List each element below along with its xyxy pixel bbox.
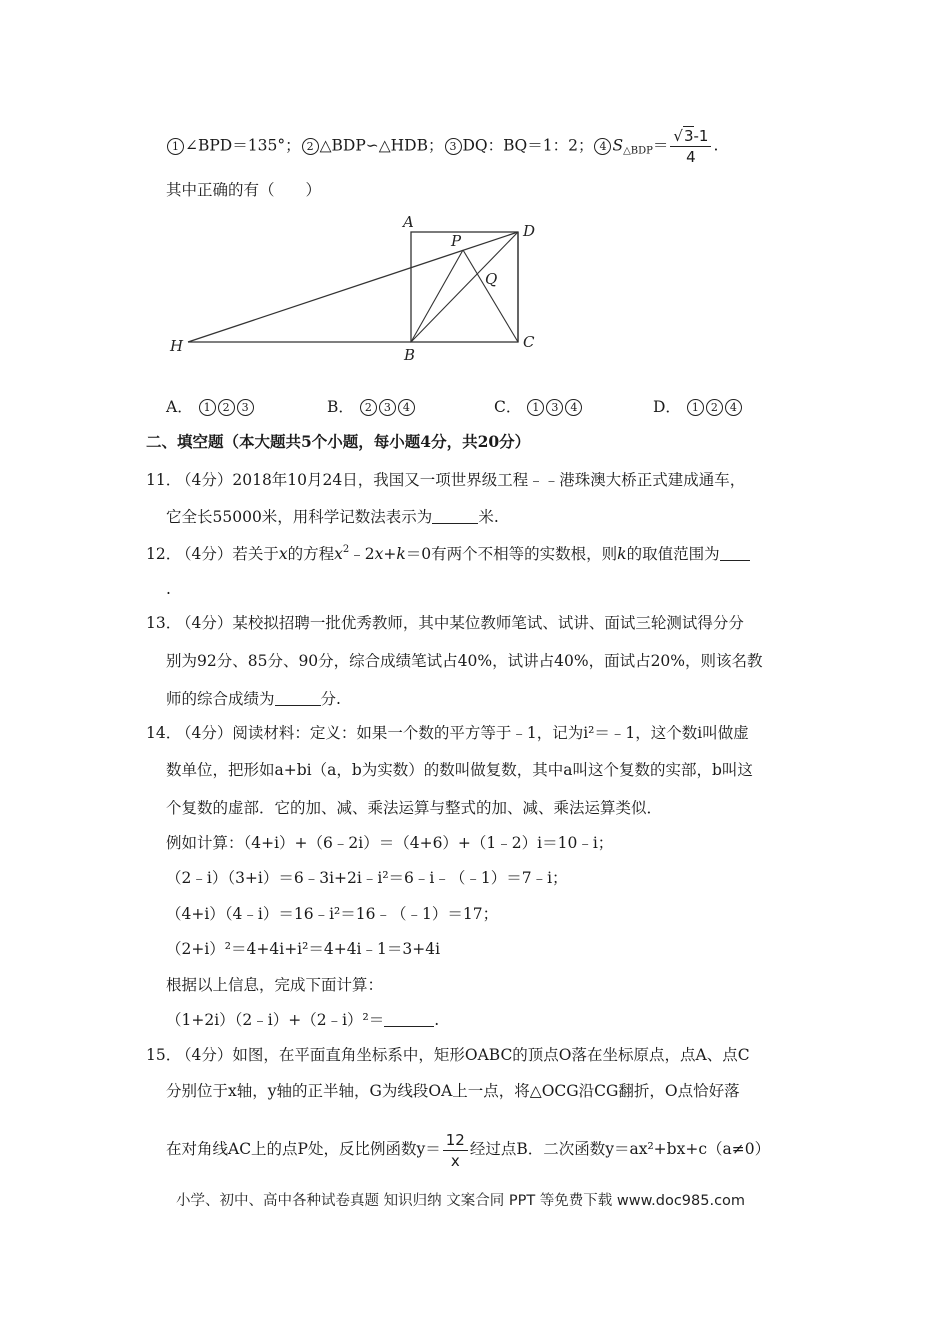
q11-text-2: 它全长55000米，用科学记数法表示为 [166, 508, 433, 526]
q14-text-1: （4分）阅读材料：定义：如果一个数的平方等于﹣1，记为i²＝﹣1，这个数i叫做虚 [176, 724, 749, 742]
fraction-num: 12 [443, 1130, 468, 1151]
statement-4-s: S [612, 136, 624, 155]
option-letter: C． [494, 398, 522, 416]
answer-blank[interactable] [432, 507, 478, 524]
q12-eq: + [383, 545, 397, 563]
label-a: A [403, 213, 414, 231]
superscript: 2 [342, 544, 350, 555]
option-letter: A． [166, 398, 193, 416]
q12-text-d: 的取值范围为 [626, 545, 720, 563]
q14-line4: 例如计算：（4+i）+（6﹣2i）＝（4+6）+（1﹣2）i＝10﹣i； [166, 834, 614, 852]
q13-text-3: 师的综合成绩为 [166, 690, 275, 708]
q12-text-b: 的方程 [287, 545, 335, 563]
q11-line2 [166, 506, 499, 528]
q11-text-3: 米. [478, 508, 499, 526]
q13-text-4: 分. [320, 690, 341, 708]
question-number: 15． [146, 1046, 182, 1064]
q14-line5: （2﹣i）（3+i）＝6﹣3i+2i﹣i²＝6﹣i﹣（﹣1）＝7﹣i； [166, 869, 568, 887]
page-footer: 小学、初中、高中各种试卷真题 知识归纳 文案合同 PPT 等免费下载 www.doc985.com [176, 1193, 746, 1209]
q15-text-1: （4分）如图，在平面直角坐标系中，矩形OABC的顶点O落在坐标原点，点A、点C [176, 1046, 750, 1064]
circled-mark: 4 [398, 399, 415, 416]
q14-line6: （4+i）（4﹣i）＝16﹣i²＝16﹣（﹣1）＝17； [166, 905, 499, 923]
q14-text-10: . [434, 1011, 440, 1029]
sqrt-radicand: 3 [683, 127, 694, 145]
option-c[interactable] [494, 396, 583, 418]
q14-text-9: （1+2i）（2﹣i）+（2﹣i）²＝ [166, 1011, 385, 1029]
q15-line2: 分别位于x轴，y轴的正半轴，G为线段OA上一点，将△OCG沿CG翻折，O点恰好落 [166, 1082, 740, 1100]
var-x: x [278, 545, 288, 563]
circled-4: 4 [594, 138, 611, 155]
circled-mark: 3 [546, 399, 563, 416]
circled-3: 3 [445, 138, 462, 155]
fraction-den: 4 [686, 148, 696, 166]
fraction-num-rest: -1 [693, 127, 709, 145]
q13-line2: 别为92分、85分、90分，综合成绩笔试占40%，试讲占40%，面试占20%，则该名教 [166, 652, 763, 670]
q12-line1 [146, 543, 750, 565]
circled-mark: 4 [565, 399, 582, 416]
label-p: P [451, 232, 462, 250]
statement-4-fraction [670, 126, 711, 167]
line-hd [188, 232, 518, 342]
geometry-figure [160, 210, 560, 370]
var-k: k [396, 545, 406, 563]
label-h: H [170, 337, 184, 355]
q12-eq: ﹣2 [349, 545, 375, 563]
var-x: x [374, 545, 384, 563]
option-d[interactable] [653, 396, 743, 418]
q12-line2: . [166, 580, 171, 598]
fraction-den: x [450, 1151, 460, 1170]
circled-mark: 1 [687, 399, 704, 416]
q15-text-3: 在对角线AC上的点P处，反比例函数y＝ [166, 1140, 441, 1158]
q14-line2: 数单位，把形如a+bi（a，b为实数）的数叫做复数，其中a叫这个复数的实部，b叫这 [166, 761, 753, 779]
option-a[interactable] [166, 396, 255, 418]
q14-line8: 根据以上信息，完成下面计算： [166, 976, 384, 994]
line-pc [463, 250, 518, 342]
q10-prompt: 其中正确的有（ ） [166, 181, 322, 199]
statement-3: DQ：BQ＝1：2； [462, 136, 594, 155]
circled-mark: 4 [725, 399, 742, 416]
question-number: 13． [146, 614, 182, 632]
q14-line7: （2+i）²＝4+4i+i²＝4+4i﹣1＝3+4i [166, 940, 441, 958]
answer-blank[interactable] [384, 1010, 434, 1027]
q15-text-4: 经过点B．二次函数y＝ax²+bx+c（a≠0） [469, 1140, 771, 1158]
circled-mark: 1 [199, 399, 216, 416]
question-number: 11． [146, 471, 182, 489]
q11-text-1: （4分）2018年10月24日，我国又一项世界级工程﹣﹣港珠澳大桥正式建成通车， [176, 471, 746, 489]
option-b[interactable] [327, 396, 416, 418]
q15-line1 [146, 1044, 750, 1066]
q13-line1 [146, 612, 744, 634]
sqrt-symbol: √ [673, 127, 683, 145]
option-letter: B． [327, 398, 354, 416]
q15-fraction [443, 1130, 468, 1171]
label-b: B [404, 346, 416, 364]
answer-blank[interactable] [720, 544, 750, 561]
statement-4-sub: △BDP [623, 145, 653, 157]
question-number: 12． [146, 545, 182, 563]
q11-line1 [146, 469, 745, 491]
var-x: x [334, 545, 343, 563]
circled-mark: 2 [706, 399, 723, 416]
answer-blank[interactable] [275, 689, 321, 706]
statement-2: △BDP∽△HDB； [319, 136, 444, 155]
question-number: 14． [146, 724, 182, 742]
var-k: k [617, 545, 627, 563]
q13-line3 [166, 688, 341, 710]
statement-1: ∠BPD＝135°； [185, 136, 301, 155]
option-letter: D． [653, 398, 681, 416]
circled-2: 2 [302, 138, 319, 155]
statement-4-eq: ＝ [652, 136, 669, 155]
circled-mark: 2 [360, 399, 377, 416]
section-title: 二、填空题（本大题共5个小题，每小题4分，共20分） [146, 432, 531, 451]
q10-statements [166, 126, 718, 167]
circled-1: 1 [167, 138, 184, 155]
label-d: D [523, 222, 536, 240]
q12-text-a: （4分）若关于 [176, 545, 279, 563]
line-bd [411, 232, 518, 342]
q14-line9 [166, 1009, 439, 1031]
label-c: C [523, 333, 535, 351]
circled-mark: 1 [527, 399, 544, 416]
circled-mark: 3 [237, 399, 254, 416]
q14-line1 [146, 722, 749, 744]
circled-mark: 2 [218, 399, 235, 416]
label-q: Q [485, 270, 498, 288]
q14-line3: 个复数的虚部．它的加、减、乘法运算与整式的加、减、乘法运算类似． [166, 799, 663, 817]
statement-4-end: . [713, 136, 719, 155]
q12-text-c: ＝0有两个不相等的实数根，则 [405, 545, 618, 563]
circled-mark: 3 [379, 399, 396, 416]
q15-line3 [166, 1127, 770, 1171]
q13-text-1: （4分）某校拟招聘一批优秀教师，其中某位教师笔试、试讲、面试三轮测试得分分 [176, 614, 744, 632]
